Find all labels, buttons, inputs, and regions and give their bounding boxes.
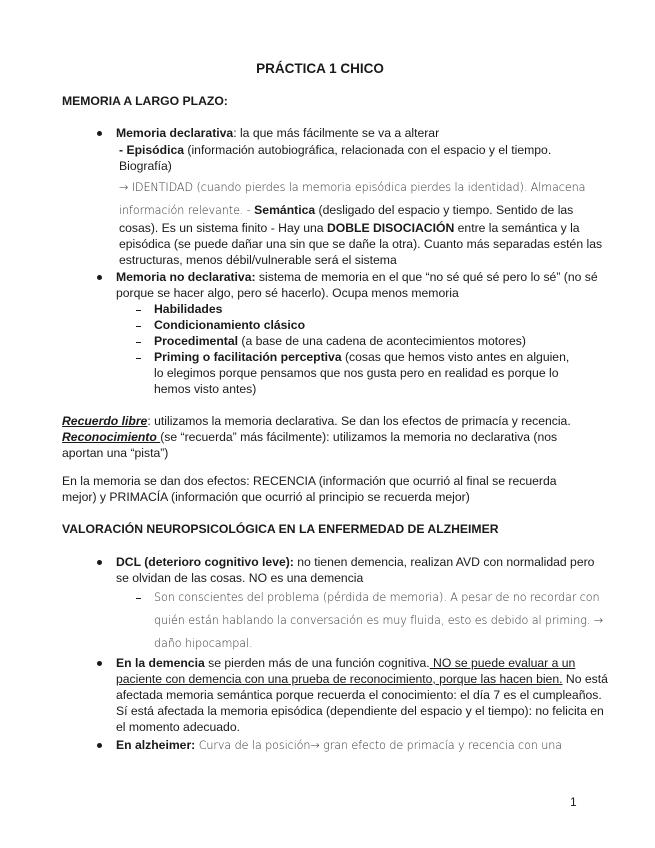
declarativa-line-2: - Episódica (información autobiográfica, relacionada con el espacio y el tiempo. [119,143,552,157]
recuerdo-libre-line: Recuerdo libre: utilizamos la memoria declarativa. Se dan los efectos de primacía y recencia. [62,414,571,428]
demencia-line-2: paciente con demencia con una prueba de reconocimiento, porque las hacen bien. No está [116,672,608,686]
no-declarativa-line-1: Memoria no declarativa: sistema de memoria en el que “no sé qué sé pero lo sé” (no sé [116,270,598,284]
demencia-line-4: Sí está afectada la memoria episódica (dependiente del espacio y el tiempo): no felicita en [116,704,604,718]
declarativa-line-4: → IDENTIDAD (cuando pierdes la memoria episódica pierdes la identidad). Almacena [119,181,586,194]
declarativa-line-3: Biografía) [119,159,172,173]
dash-icon [136,310,141,311]
list-item: Condicionamiento clásico [154,318,306,332]
efectos-line-2: mejor) y PRIMACÍA (información que ocurrió al principio se recuerda mejor) [62,490,470,504]
declarativa-line-8: estructuras, menos débil/vulnerable será el sistema [119,253,397,267]
page-number: 1 [570,795,577,809]
list-item: Procedimental (a base de una cadena de acontecimientos motores) [154,334,526,348]
demencia-line-1: En la demencia se pierden más de una función cognitiva. NO se puede evaluar a un [116,656,576,670]
priming-line-2: lo elegimos porque pensamos que nos gusta pero en realidad es porque lo [154,366,559,380]
list-item: Habilidades [154,302,223,316]
dcl-line-1: DCL (deterioro cognitivo leve): no tienen demencia, realizan AVD con normalidad pero [116,555,595,569]
reconocimiento-line-1: Reconocimiento (se “recuerda” más fácilmente): utilizamos la memoria no declarativa (nos [62,430,558,444]
demencia-line-3: afectada memoria semántica porque recuerda el conocimiento: el día 7 es el cumpleaños. [116,688,602,702]
dcl-sub-line-1: Son conscientes del problema (pérdida de memoria). A pesar de no recordar con [154,591,600,604]
dcl-sub-line-3: daño hipocampal. [154,637,253,650]
section-heading-alzheimer: VALORACIÓN NEUROPSICOLÓGICA EN LA ENFERMEDAD DE ALZHEIMER [62,522,499,536]
dash-icon [136,342,141,343]
dcl-sub-line-2: quién están hablando la conversación es muy fluida, esto es debido al priming. → [154,614,604,627]
bullet-icon [97,275,102,280]
no-declarativa-line-2: porque se hacer algo, pero sé hacerlo). Ocupa menos memoria [116,286,459,300]
declarativa-line-5: información relevante. - Semántica (desligado del espacio y tiempo. Sentido de las [119,203,574,217]
section-heading-memoria: MEMORIA A LARGO PLAZO: [62,94,228,108]
dash-icon [136,326,141,327]
dash-icon [136,358,141,359]
page-title: PRÁCTICA 1 CHICO [256,61,384,76]
reconocimiento-line-2: aportan una “pista”) [62,446,169,460]
priming-line-3: hemos visto antes) [154,382,257,396]
dcl-line-2: se olvidan de las cosas. NO es una demencia [116,571,364,585]
demencia-line-5: el momento adecuado. [116,720,240,734]
declarativa-line-7: episódica (se puede dañar una sin que se dañe la otra). Cuanto más separadas estén las [119,237,603,251]
bullet-icon [97,560,102,565]
efectos-line-1: En la memoria se dan dos efectos: RECENCIA (información que ocurrió al final se recuerda [62,474,557,488]
declarativa-line-1: Memoria declarativa: la que más fácilmente se va a alterar [116,126,440,140]
alzheimer-line-1: En alzheimer: Curva de la posición→ gran efecto de primacía y recencia con una [116,738,563,752]
dash-icon [136,598,141,599]
list-item: Priming o facilitación perceptiva (cosas que hemos visto antes en alguien, [154,350,570,364]
bullet-icon [97,743,102,748]
declarativa-line-6: cosas). Es un sistema finito - Hay una DOBLE DISOCIACIÓN entre la semántica y la [119,221,580,235]
bullet-icon [97,131,102,136]
bullet-icon [97,661,102,666]
